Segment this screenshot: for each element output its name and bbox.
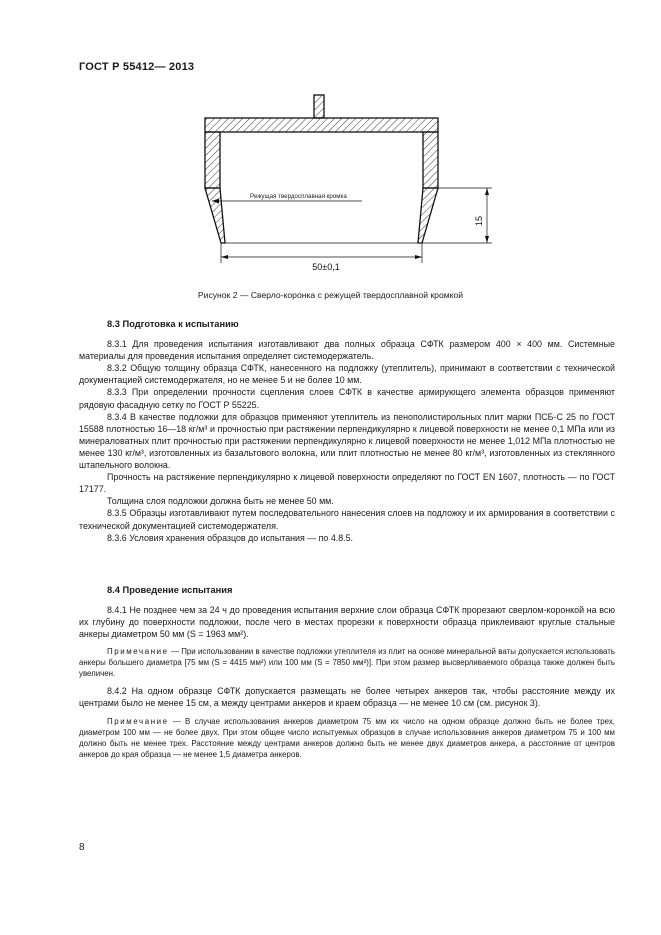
paragraph: Толщина слоя подложки должна быть не менее 50 мм.	[107, 496, 334, 507]
drill-crown-figure	[0, 0, 661, 290]
paragraph: 8.4.2 На одном образце СФТК допускается размещать не более четырех анкеров так, чтобы расстояние между их центрами было не менее 15 см, а между центрами анкеров и краем образца — не менее 10 см (см. рисунок 3).	[79, 686, 615, 709]
section-8-4	[79, 584, 615, 760]
paragraph: 8.3.2 Общую толщину образца СФТК, нанесенного на подложку (утеплитель), принимают в соответствии с технической документацией системодержателя, но не менее 5 и не более 10 мм.	[79, 363, 615, 386]
right-cutting-edge	[418, 188, 438, 243]
paragraph: 8.3.4 В качестве подложки для образцов применяют утеплитель из пенополистирольных плит марки ПСБ-С 25 по ГОСТ 15588 плотностью 16—18 кг/м³ и прочностью при растяжении перпендикулярно к лицевой поверхности не менее 0,1 МПа или из минераловатных плит прочностью при растяжении перпендикулярно к лицевой поверхности не менее 1,012 МПа плотностью не менее 130 кг/м³, изготовленных из базальтового волокна, или плит плотностью не менее 80 кг/м³, изготовленных из стеклянного штапельного волокна.	[79, 411, 615, 471]
note-label: Примечание	[107, 716, 169, 726]
crown-left-wall	[205, 132, 220, 188]
drill-shank	[314, 95, 324, 118]
figure-caption: Рисунок 2 — Сверло-коронка с режущей твердосплавной кромкой	[197, 290, 464, 300]
page-number: 8	[79, 842, 85, 853]
document-header: ГОСТ Р 55412— 2013	[79, 61, 195, 73]
note-text: — При использовании в качестве подложки утеплителя из плит на основе минеральной ваты допускается использовать анкеры большего диаметра [75 мм (S = 4415 мм²) или 100 мм (S = 7850 мм²)]. При этом размер высверливаемого образца также должен быть увеличен.	[79, 647, 615, 679]
note-text: — В случае использования анкеров диаметром 75 мм их число на одном образце должно быть не более трех, диаметром 100 мм — не более двух. При этом общее число испытуемых образцов в случае использования анкеров диаметром 75 и 100 мм должно быть не менее трех. Расстояние между центрами анкеров должно быть не менее двух диаметров анкера, а расстояние от центров анкеров до края образца — не менее 1,5 диаметра анкеров.	[79, 716, 615, 759]
paragraph: 8.3.1 Для проведения испытания изготавливают два полных образца СФТК размером 400 × 400 мм. Системные материалы для проведения испытания определяет системодержатель.	[79, 339, 615, 362]
note	[79, 716, 615, 760]
edge-label: Режущая твердосплавная кромка	[250, 193, 347, 200]
paragraph: 8.4.1 Не позднее чем за 24 ч до проведения испытания верхние слои образца СФТК прорезают сверлом-коронкой на всю их глубину до поверхности подложки, после чего в местах прорезки к поверхности образца приклеивают круглые стальные анкеры диаметром 50 мм (S = 1963 мм²).	[79, 605, 615, 640]
crown-right-wall	[423, 132, 438, 188]
height-dimension-label: 15	[474, 215, 484, 227]
left-cutting-edge	[205, 188, 225, 243]
crown-top-plate	[205, 118, 438, 132]
width-dimension-label: 50±0,1	[312, 262, 340, 272]
section-heading: 8.3 Подготовка к испытанию	[107, 319, 239, 329]
paragraph: Прочность на растяжение перпендикулярно к лицевой поверхности определяют по ГОСТ EN 1607, плотность — по ГОСТ 17177.	[79, 472, 615, 495]
note-label: Примечание	[107, 647, 169, 657]
note	[79, 646, 615, 679]
paragraph: 8.3.6 Условия хранения образцов до испытания — по 4.8.5.	[107, 532, 354, 543]
paragraph: 8.3.3 При определении прочности сцепления слоев СФТК в качестве армирующего элемента образцов применяют рядовую фасадную сетку по ГОСТ Р 55225.	[79, 387, 615, 410]
paragraph: 8.3.5 Образцы изготавливают путем последовательного нанесения слоев на подложку и их армирования в соответствии с технической документацией системодержателя.	[79, 508, 615, 531]
section-8-3	[79, 318, 615, 544]
section-heading: 8.4 Проведение испытания	[107, 585, 233, 595]
